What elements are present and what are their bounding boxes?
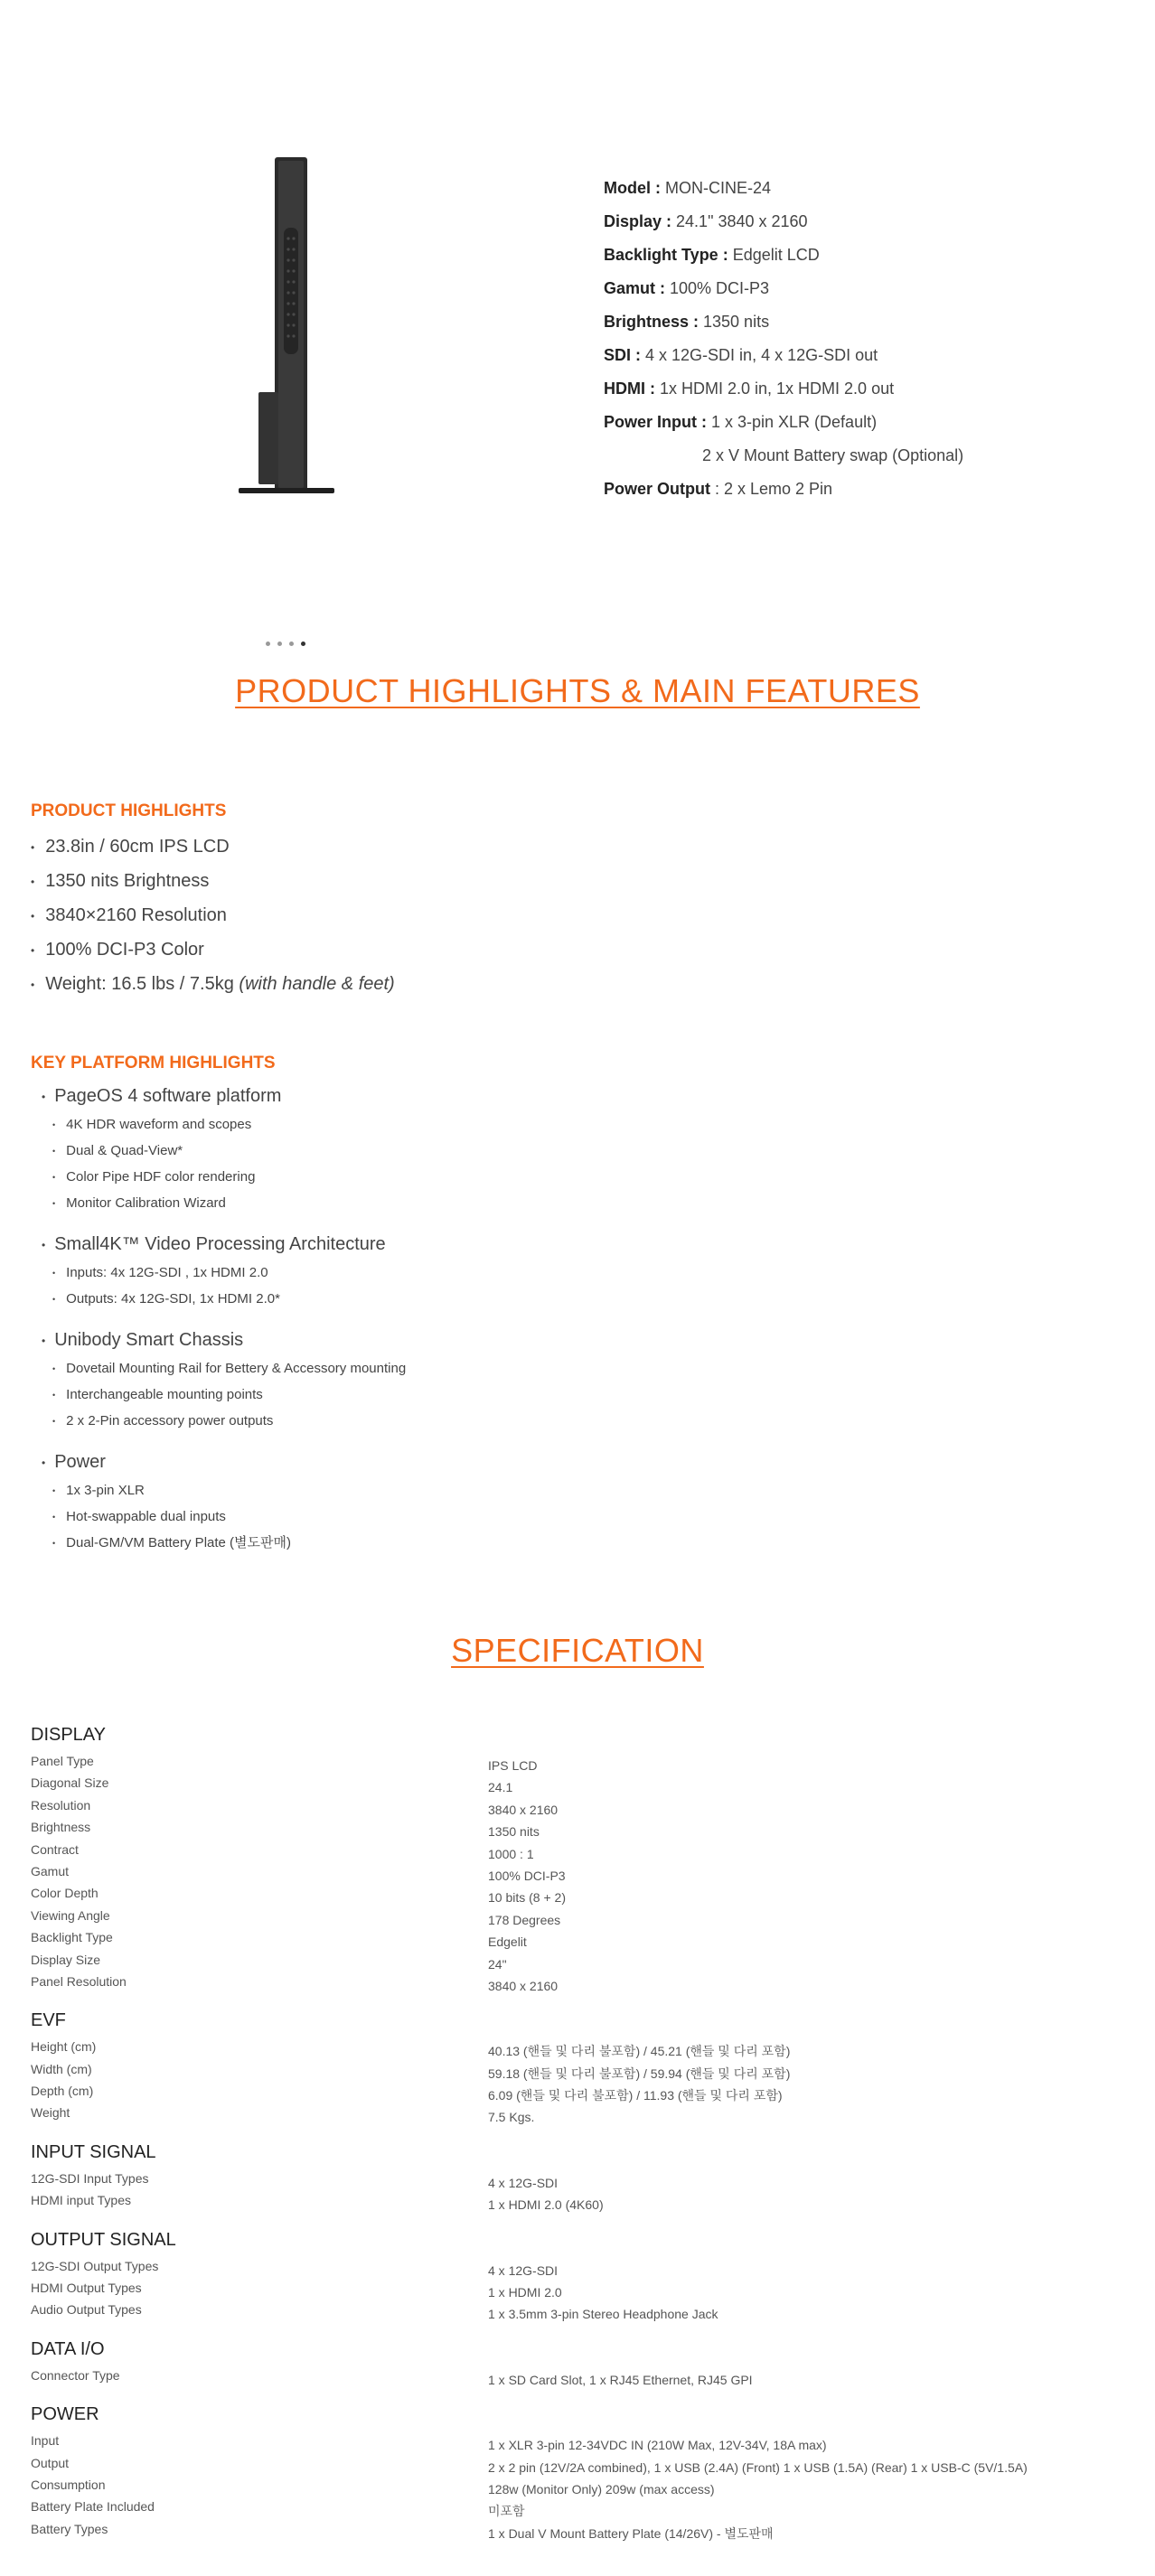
spec-value: 7.5 Kgs. [488, 2110, 535, 2125]
spec-row [31, 2430, 1133, 2451]
platform-sub-list [42, 1260, 406, 1312]
spec-value: 100% DCI-P3 [488, 1868, 566, 1883]
product-image [237, 155, 336, 499]
spec-value: 4 x 12G-SDI [488, 2175, 559, 2190]
summary-value: 4 x 12G-SDI in, 4 x 12G-SDI out [641, 346, 878, 364]
spec-label: HDMI input Types [31, 2193, 132, 2208]
spec-section-heading: POWER [31, 2404, 99, 2425]
summary-row [604, 172, 963, 205]
carousel-dot[interactable] [289, 642, 294, 646]
spec-row [31, 2474, 1133, 2496]
spec-value: 1 x XLR 3-pin 12-34VDC IN (210W Max, 12V-34V, 18A max) [488, 2438, 827, 2453]
spec-row [31, 1860, 1133, 1882]
platform-group-title: • Power [42, 1447, 406, 1477]
carousel-dot[interactable] [277, 642, 282, 646]
spec-label: 12G-SDI Input Types [31, 2170, 149, 2186]
spec-row [31, 2518, 1133, 2540]
summary-key: Backlight Type : [604, 246, 728, 264]
spec-section [31, 2399, 1133, 2540]
specification-title: SPECIFICATION [451, 1632, 704, 1669]
spec-row [31, 2496, 1133, 2517]
spec-row [31, 2036, 1133, 2057]
product-highlights-list [31, 829, 395, 1001]
spec-label: Contract [31, 1841, 79, 1857]
spec-row [31, 2058, 1133, 2080]
platform-sub-item: • Dual & Quad-View* [52, 1138, 406, 1164]
spec-row [31, 1816, 1133, 1838]
spec-row [31, 2102, 1133, 2123]
platform-highlights-list [42, 1081, 406, 1569]
platform-sub-item: • Inputs: 4x 12G-SDI , 1x HDMI 2.0 [52, 1260, 406, 1286]
spec-row [31, 2452, 1133, 2474]
spec-row [31, 1772, 1133, 1794]
spec-row [31, 2255, 1133, 2277]
summary-row [604, 305, 963, 339]
spec-value: 6.09 (핸들 및 다리 불포함) / 11.93 (핸들 및 다리 포함) [488, 2088, 783, 2103]
spec-row [31, 2299, 1133, 2320]
spec-label: Viewing Angle [31, 1907, 110, 1923]
summary-spec-list [604, 172, 963, 506]
spec-value: 미포함 [488, 2504, 525, 2519]
spec-row [31, 1750, 1133, 1772]
spec-row [31, 1905, 1133, 1926]
platform-group [42, 1447, 406, 1556]
summary-value: : 2 x Lemo 2 Pin [710, 480, 833, 498]
spec-label: Weight [31, 2105, 70, 2121]
spec-label: Gamut [31, 1863, 70, 1878]
platform-highlights-heading: KEY PLATFORM HIGHLIGHTS [31, 1054, 276, 1073]
summary-value: 2 x V Mount Battery swap (Optional) [702, 446, 964, 464]
spec-row [31, 1949, 1133, 1971]
spec-value: 1 x HDMI 2.0 (4K60) [488, 2197, 604, 2213]
platform-sub-item: • 1x 3-pin XLR [52, 1477, 406, 1503]
platform-group [42, 1325, 406, 1434]
highlight-item: • 1350 nits Brightness [31, 864, 395, 898]
summary-key: Display : [604, 212, 672, 230]
platform-sub-item: • 4K HDR waveform and scopes [52, 1111, 406, 1138]
summary-key: Power Output [604, 480, 710, 498]
summary-value: 1350 nits [699, 313, 770, 331]
spec-value: 24" [488, 1956, 507, 1972]
spec-value: 1 x HDMI 2.0 [488, 2285, 562, 2300]
spec-value: 3840 x 2160 [488, 1978, 559, 1993]
highlight-item: • 100% DCI-P3 Color [31, 932, 395, 967]
spec-section [31, 2005, 1133, 2124]
spec-section-heading: OUTPUT SIGNAL [31, 2229, 176, 2250]
spec-value: 59.18 (핸들 및 다리 불포함) / 59.94 (핸들 및 다리 포함) [488, 2065, 791, 2081]
spec-label: Input [31, 2433, 60, 2449]
spec-row [31, 1794, 1133, 1816]
summary-row [604, 205, 963, 239]
spec-row [31, 1971, 1133, 1992]
summary-row [604, 272, 963, 305]
platform-group-title: • Small4K™ Video Processing Architecture [42, 1229, 406, 1260]
highlight-item: • 23.8in / 60cm IPS LCD [31, 829, 395, 864]
spec-value: 40.13 (핸들 및 다리 불포함) / 45.21 (핸들 및 다리 포함) [488, 2044, 791, 2059]
platform-group [42, 1229, 406, 1312]
platform-sub-list [42, 1355, 406, 1434]
spec-label: Backlight Type [31, 1930, 113, 1945]
spec-value: 1000 : 1 [488, 1846, 534, 1861]
platform-group-title: • PageOS 4 software platform [42, 1081, 406, 1111]
spec-label: Depth (cm) [31, 2084, 94, 2099]
features-title: PRODUCT HIGHLIGHTS & MAIN FEATURES [235, 672, 920, 709]
summary-value: Edgelit LCD [728, 246, 820, 264]
summary-row [604, 406, 963, 439]
spec-label: HDMI Output Types [31, 2281, 142, 2296]
spec-section [31, 2334, 1133, 2386]
summary-key: Brightness : [604, 313, 700, 331]
summary-value: 100% DCI-P3 [665, 279, 770, 297]
platform-sub-item: • Dovetail Mounting Rail for Bettery & Accessory mounting [52, 1355, 406, 1382]
spec-value: 3840 x 2160 [488, 1802, 559, 1817]
spec-value: 1 x 3.5mm 3-pin Stereo Headphone Jack [488, 2307, 718, 2322]
summary-value: MON-CINE-24 [661, 179, 772, 197]
platform-sub-list [42, 1477, 406, 1556]
summary-key: SDI : [604, 346, 642, 364]
spec-section-heading: DISPLAY [31, 1725, 106, 1745]
summary-row [604, 239, 963, 272]
platform-sub-item: • Hot-swappable dual inputs [52, 1503, 406, 1530]
highlight-item-weight [31, 967, 395, 1001]
product-highlights-heading: PRODUCT HIGHLIGHTS [31, 801, 227, 820]
weight-note: (with handle & feet) [239, 974, 395, 994]
spec-label: Consumption [31, 2477, 106, 2492]
platform-sub-item: • Color Pipe HDF color rendering [52, 1164, 406, 1190]
platform-sub-item: • Interchangeable mounting points [52, 1382, 406, 1408]
spec-label: Output [31, 2455, 70, 2470]
summary-key: Model : [604, 179, 661, 197]
summary-key: Power Input : [604, 413, 707, 431]
spec-row [31, 2168, 1133, 2189]
platform-group [42, 1081, 406, 1216]
summary-value: 1 x 3-pin XLR (Default) [707, 413, 878, 431]
spec-label: Panel Type [31, 1754, 94, 1768]
spec-row [31, 2365, 1133, 2386]
carousel-dot[interactable] [266, 642, 270, 646]
spec-label: Battery Plate Included [31, 2499, 155, 2515]
platform-sub-item: • 2 x 2-Pin accessory power outputs [52, 1408, 406, 1434]
summary-row [604, 439, 963, 473]
spec-row [31, 1839, 1133, 1860]
spec-row [31, 2080, 1133, 2102]
spec-section [31, 2225, 1133, 2321]
spec-value: 4 x 12G-SDI [488, 2262, 559, 2278]
highlight-item: • 3840×2160 Resolution [31, 898, 395, 932]
weight-text: Weight: 16.5 lbs / 7.5kg [45, 974, 239, 994]
summary-row [604, 372, 963, 406]
specification-table [31, 1719, 1133, 2553]
summary-value: 24.1" 3840 x 2160 [671, 212, 808, 230]
summary-key: HDMI : [604, 379, 655, 398]
spec-label: Battery Types [31, 2521, 108, 2536]
spec-section-heading: DATA I/O [31, 2338, 105, 2359]
spec-section [31, 2137, 1133, 2212]
spec-value: 1 x Dual V Mount Battery Plate (14/26V) - 별도판매 [488, 2525, 774, 2541]
spec-value: Edgelit [488, 1934, 527, 1950]
spec-row [31, 2277, 1133, 2299]
spec-row [31, 1926, 1133, 1948]
spec-value: 1350 nits [488, 1824, 540, 1840]
spec-value: 2 x 2 pin (12V/2A combined), 1 x USB (2.4A) (Front) 1 x USB (1.5A) (Rear) 1 x USB-C (5V/1.5A) [488, 2459, 1028, 2475]
spec-label: Diagonal Size [31, 1775, 109, 1791]
spec-label: Color Depth [31, 1886, 99, 1901]
spec-label: Height (cm) [31, 2039, 97, 2055]
spec-label: 12G-SDI Output Types [31, 2258, 159, 2273]
summary-value: 1x HDMI 2.0 in, 1x HDMI 2.0 out [655, 379, 895, 398]
platform-sub-list [42, 1111, 406, 1216]
spec-label: Connector Type [31, 2367, 120, 2383]
spec-label: Panel Resolution [31, 1973, 127, 1989]
spec-value: 10 bits (8 + 2) [488, 1890, 566, 1906]
spec-section-heading: INPUT SIGNAL [31, 2141, 156, 2162]
platform-sub-item: • Outputs: 4x 12G-SDI, 1x HDMI 2.0* [52, 1286, 406, 1312]
platform-group-title: • Unibody Smart Chassis [42, 1325, 406, 1355]
spec-label: Audio Output Types [31, 2302, 142, 2318]
summary-row [604, 339, 963, 372]
spec-value: 24.1 [488, 1780, 513, 1795]
spec-label: Resolution [31, 1797, 91, 1813]
summary-row [604, 473, 963, 506]
spec-row [31, 2189, 1133, 2211]
spec-section [31, 1719, 1133, 1992]
carousel-dots[interactable] [266, 642, 305, 646]
spec-row [31, 1882, 1133, 1904]
platform-sub-item: • Dual-GM/VM Battery Plate (별도판매) [52, 1530, 406, 1556]
carousel-dot-active[interactable] [301, 642, 305, 646]
spec-label: Width (cm) [31, 2061, 92, 2076]
spec-label: Brightness [31, 1820, 91, 1835]
spec-value: 128w (Monitor Only) 209w (max access) [488, 2481, 715, 2496]
spec-value: 178 Degrees [488, 1912, 561, 1927]
spec-value: IPS LCD [488, 1758, 538, 1773]
spec-value: 1 x SD Card Slot, 1 x RJ45 Ethernet, RJ45 GPI [488, 2372, 753, 2387]
spec-label: Display Size [31, 1952, 101, 1967]
spec-section-heading: EVF [31, 2010, 66, 2031]
summary-key: Gamut : [604, 279, 666, 297]
platform-sub-item: • Monitor Calibration Wizard [52, 1190, 406, 1216]
